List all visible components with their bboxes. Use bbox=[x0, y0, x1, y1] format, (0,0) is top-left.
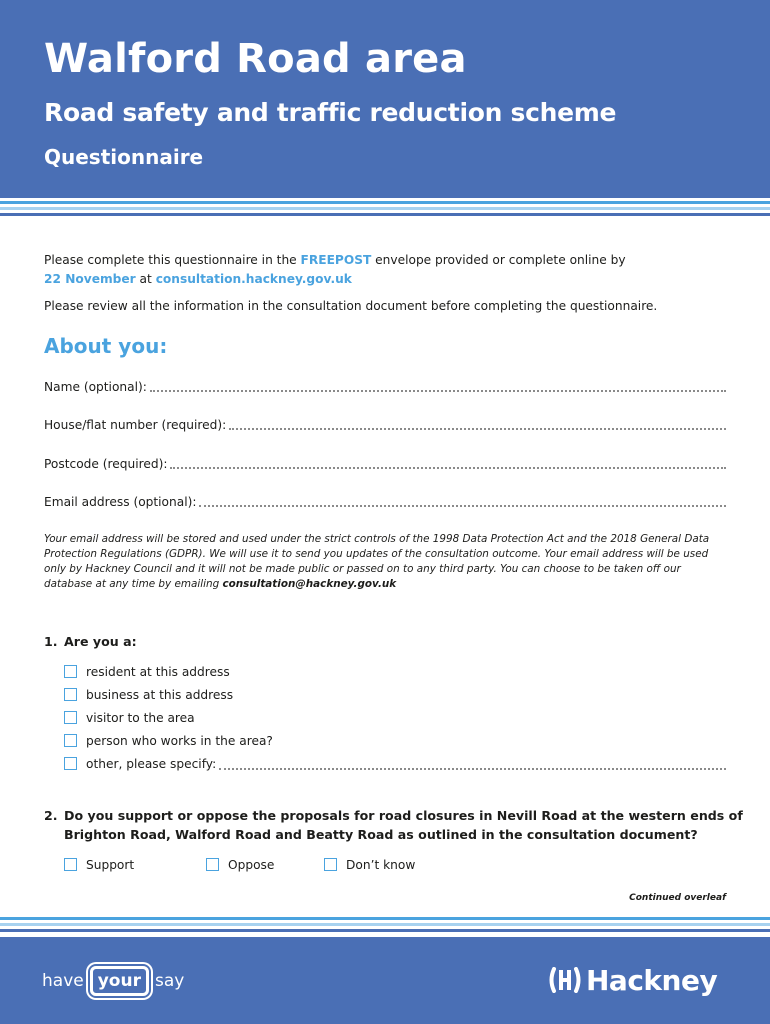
checkbox[interactable] bbox=[64, 757, 77, 770]
question-2-line-1: Do you support or oppose the proposals for road closures in Nevill Road at the western ends of bbox=[64, 808, 743, 823]
q2-option-dont-know[interactable]: Don’t know bbox=[324, 856, 415, 873]
checkbox[interactable] bbox=[64, 688, 77, 701]
postcode-field[interactable] bbox=[44, 453, 726, 471]
about-you-heading: About you: bbox=[44, 334, 168, 358]
intro-line-1: Please complete this questionnaire in the FREEPOST envelope provided or complete online by bbox=[44, 253, 626, 267]
checkbox[interactable] bbox=[64, 734, 77, 747]
speech-bubble-icon: your bbox=[90, 966, 149, 996]
hackney-logo: Hackney bbox=[548, 960, 717, 1000]
question-2: 2. Do you support or oppose the proposals for road closures in Nevill Road at the western ends of Brighton Road, Walford Road and Beatty Road as outlined in the consultation document? bbox=[44, 808, 743, 842]
house-number-field-label: House/flat number (required): bbox=[44, 418, 227, 432]
question-1-text: Are you a: bbox=[64, 634, 137, 649]
continued-overleaf: Continued overleaf bbox=[629, 893, 726, 903]
question-2-line-2: Brighton Road, Walford Road and Beatty Road as outlined in the consultation document? bbox=[64, 827, 698, 842]
email-field-line[interactable] bbox=[199, 493, 726, 507]
header-band bbox=[0, 0, 770, 198]
email-field-label: Email address (optional): bbox=[44, 495, 197, 509]
header-stripes bbox=[0, 201, 770, 219]
page-subtitle: Road safety and traffic reduction scheme bbox=[44, 98, 617, 127]
intro-line-2: 22 November at consultation.hackney.gov.uk bbox=[44, 272, 352, 286]
name-field-label: Name (optional): bbox=[44, 380, 147, 394]
footer-stripes bbox=[0, 917, 770, 935]
intro-review: Please review all the information in the consultation document before completing the questionnaire. bbox=[44, 299, 658, 313]
consultation-link[interactable]: consultation.hackney.gov.uk bbox=[155, 272, 352, 286]
email-field[interactable] bbox=[44, 491, 726, 509]
checkbox[interactable] bbox=[324, 858, 337, 871]
house-number-field-line[interactable] bbox=[229, 416, 726, 430]
checkbox[interactable] bbox=[206, 858, 219, 871]
have-your-say-logo: have your say bbox=[42, 958, 184, 1004]
q1-option-visitor[interactable]: visitor to the area bbox=[64, 709, 195, 726]
freepost-label: FREEPOST bbox=[300, 253, 372, 267]
q1-option-business[interactable]: business at this address bbox=[64, 686, 233, 703]
postcode-field-line[interactable] bbox=[170, 455, 726, 469]
deadline: 22 November bbox=[44, 272, 136, 286]
name-field[interactable] bbox=[44, 376, 726, 394]
house-number-field[interactable] bbox=[44, 414, 726, 432]
question-1: 1. Are you a: bbox=[44, 634, 137, 649]
q2-option-support[interactable]: Support bbox=[64, 856, 134, 873]
document-type: Questionnaire bbox=[44, 145, 204, 169]
checkbox[interactable] bbox=[64, 665, 77, 678]
name-field-line[interactable] bbox=[150, 378, 726, 392]
privacy-email[interactable]: consultation@hackney.gov.uk bbox=[222, 578, 397, 590]
q1-option-other[interactable]: other, please specify: bbox=[64, 755, 726, 772]
page-title: Walford Road area bbox=[44, 36, 467, 82]
q2-option-oppose[interactable]: Oppose bbox=[206, 856, 274, 873]
privacy-notice: Your email address will be stored and used under the strict controls of the 1998 Data Protection Act and the 2018 General Data Protection Regulations (GDPR). We will use it to send you updates of the consultation outcome. Your email address will be used only by Hackney Council and it will not be made public or passed on to any third party. You can choose to be taken off our database at any time by emailing consultation@hackney.gov.uk bbox=[44, 533, 710, 590]
q1-option-resident[interactable]: resident at this address bbox=[64, 663, 230, 680]
hackney-h-icon bbox=[548, 967, 582, 993]
q1-option-worker[interactable]: person who works in the area? bbox=[64, 732, 273, 749]
q1-other-specify-line[interactable] bbox=[219, 757, 726, 770]
checkbox[interactable] bbox=[64, 711, 77, 724]
checkbox[interactable] bbox=[64, 858, 77, 871]
postcode-field-label: Postcode (required): bbox=[44, 457, 168, 471]
